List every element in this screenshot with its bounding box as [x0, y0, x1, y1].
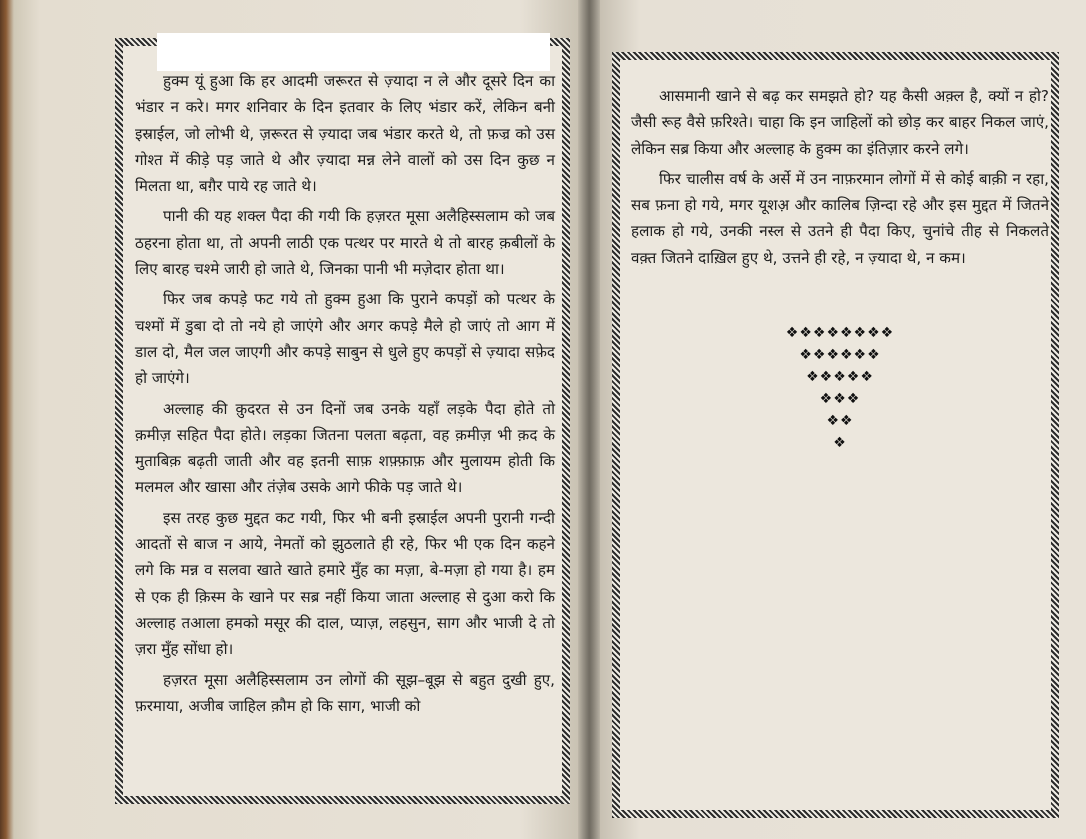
ornament-row: ❖❖❖❖❖ [806, 369, 874, 385]
ornament-row: ❖ [833, 435, 847, 451]
paragraph: पानी की यह शक्ल पैदा की गयी कि हज़रत मूसा अलैहिस्सलाम को जब ठहरना होता था, तो अपनी लाठी एक पत्थर पर मारते थे तो बारह क़बीलों के लिए बारह चश्मे जारी हो जाते थे, जिनका पानी भी मज़ेदार होता था। [135, 207, 555, 279]
paragraph: हुक्म यूं हुआ कि हर आदमी जरूरत से ज़्यादा न ले और दूसरे दिन का भंडार न करे। मगर शनिवार के दिन इतवार के लिए भंडार करें, लेकिन बनी इस्राईल, जो लोभी थे, ज़रूरत से ज़्यादा जब भंडार करते थे, तो फ़ज्र को उस गोश्त में कीड़े पड़ जाते थे और ज़्यादा मन्न लेने वालों को उस दिन कुछ न मिलता था, बग़ैर पाये रह जाते थे। [135, 72, 555, 196]
ornament-row: ❖❖ [826, 413, 854, 429]
paragraph: फिर जब कपड़े फट गये तो हुक्म हुआ कि पुराने कपड़ों को पत्थर के चश्मों में डुबा दो तो नये हो जाएंगे और अगर कपड़े मैले हो जाएं तो आग में डाल दो, मैल जल जाएगी और कपड़े साबुन से धुले हुए कपड़ों से ज़्यादा सफ़ेद हो जाएंगे। [135, 290, 555, 388]
redaction-block [157, 33, 550, 71]
ornament-row: ❖❖❖❖❖❖❖❖ [785, 325, 895, 341]
paragraph: आसमानी खाने से बढ़ कर समझते हो? यह कैसी अक़्ल है, क्यों न हो? जैसी रूह वैसे फ़रिश्ते। चाहा कि इन जाहिलों को छोड़ कर बाहर निकल जाएं, लेकिन सब्र किया और अल्लाह के हुक्म का इंतिज़ार करने लगे। [631, 87, 1049, 158]
paragraph: अल्लाह की क़ुदरत से उन दिनों जब उनके यहाँ लड़के पैदा होते तो क़मीज़ सहित पैदा होते। लड़का जितना पलता बढ़ता, वह क़मीज़ भी क़द के मुताबिक़ बढ़ती जाती और वह इतनी साफ़ शफ़्फ़ाफ़ और मुलायम होती कि मलमल और खासा और तंज़ेब उसके आगे फीके पड़ जाते थे। [135, 399, 555, 497]
left-page [115, 38, 570, 804]
paragraph: हज़रत मूसा अलैहिस्सलाम उन लोगों की सूझ–बूझ से बहुत दुखी हुए, फ़रमाया, अजीब जाहिल क़ौम हो कि साग, भाजी को [135, 670, 555, 715]
ornament-row: ❖❖❖❖❖❖ [799, 347, 881, 363]
ornament-row: ❖❖❖ [819, 391, 861, 407]
book-spine [578, 0, 600, 839]
right-page-text [631, 83, 1049, 271]
paragraph: इस तरह कुछ मुद्दत कट गयी, फिर भी बनी इस्राईल अपनी पुरानी गन्दी आदतों से बाज न आये, नेमतों को झुठलाते ही रहे, फिर भी एक दिन कहने लगे कि मन्न व सलवा खाते खाते हमारे मुँह का मज़ा, बे-मज़ा हो गया है। हम से एक ही क़िस्म के खाने पर सब्र नहीं किया जाता अल्लाह से दुआ करो कि अल्लाह तआला हमको मसूर की दाल, प्याज़, लहसुन, साग और भाजी दे तो ज़रा मुँह सोंधा हो। [135, 508, 555, 659]
left-page-text [135, 68, 555, 719]
paragraph: फिर चालीस वर्ष के अर्से में उन नाफ़रमान लोगों में से कोई बाक़ी न रहा, सब फ़ना हो गये, मगर यूशअ़ और कालिब ज़िन्दा रहे और इस मुद्दत में जितने हलाक हो गये, उनकी नस्ल से उतने ही पैदा किए, चुनांचे तीह से निकलते वक़्त जितने दाख़िल हुए थे, उत्तने ही रहे, न ज़्यादा थे, न कम। [631, 169, 1049, 267]
right-page [612, 52, 1059, 818]
diamond-ornament [770, 322, 910, 454]
